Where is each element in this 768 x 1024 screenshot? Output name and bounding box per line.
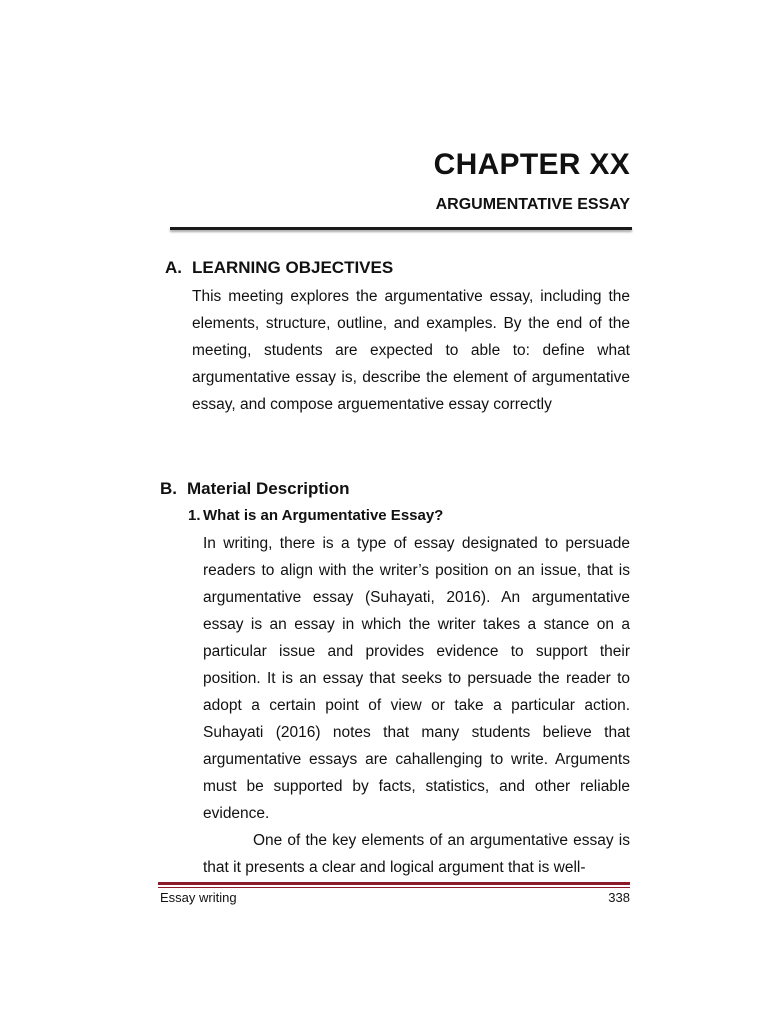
section-b-letter: B. [160,479,177,498]
subsection-1-paragraph-2: One of the key elements of an argumentative essay is that it presents a clear and logical argument that is well- [203,832,630,876]
section-b-title: Material Description [187,479,350,498]
title-divider [170,227,632,230]
chapter-subtitle: ARGUMENTATIVE ESSAY [435,196,630,213]
footer-rule-thin [158,887,630,888]
subsection-1-number: 1. [188,507,201,524]
subsection-1-heading [188,507,443,524]
learning-objectives-paragraph: This meeting explores the argumentative essay, including the elements, structure, outline, and examples. By the end of the meeting, students are expected to able to: define what argumentative essay is, describe the element of argumentative essay, and compose arguementative essay correctly [192,288,630,413]
subsection-1-paragraph-1: In writing, there is a type of essay designated to persuade readers to align with the writer’s position on an issue, that is argumentative essay (Suhayati, 2016). An argumentative essay is an essay in which the writer takes a stance on a particular issue and provides evidence to support their position. It is an essay that seeks to persuade the reader to adopt a certain point of view or take a particular action. Suhayati (2016) notes that many students believe that argumentative essays are cahallenging to write. Arguments must be supported by facts, statistics, and other reliable evidence. [203,535,630,822]
section-a-title: LEARNING OBJECTIVES [192,258,394,277]
subsection-1-title: What is an Argumentative Essay? [203,507,444,524]
footer-page-number: 338 [608,890,630,905]
section-a-letter: A. [165,258,182,277]
footer-rule-thick [158,882,630,885]
chapter-title: CHAPTER XX [433,148,630,181]
section-b-heading [160,479,350,499]
footer-book-title: Essay writing [160,890,237,905]
section-a-heading [165,258,393,278]
